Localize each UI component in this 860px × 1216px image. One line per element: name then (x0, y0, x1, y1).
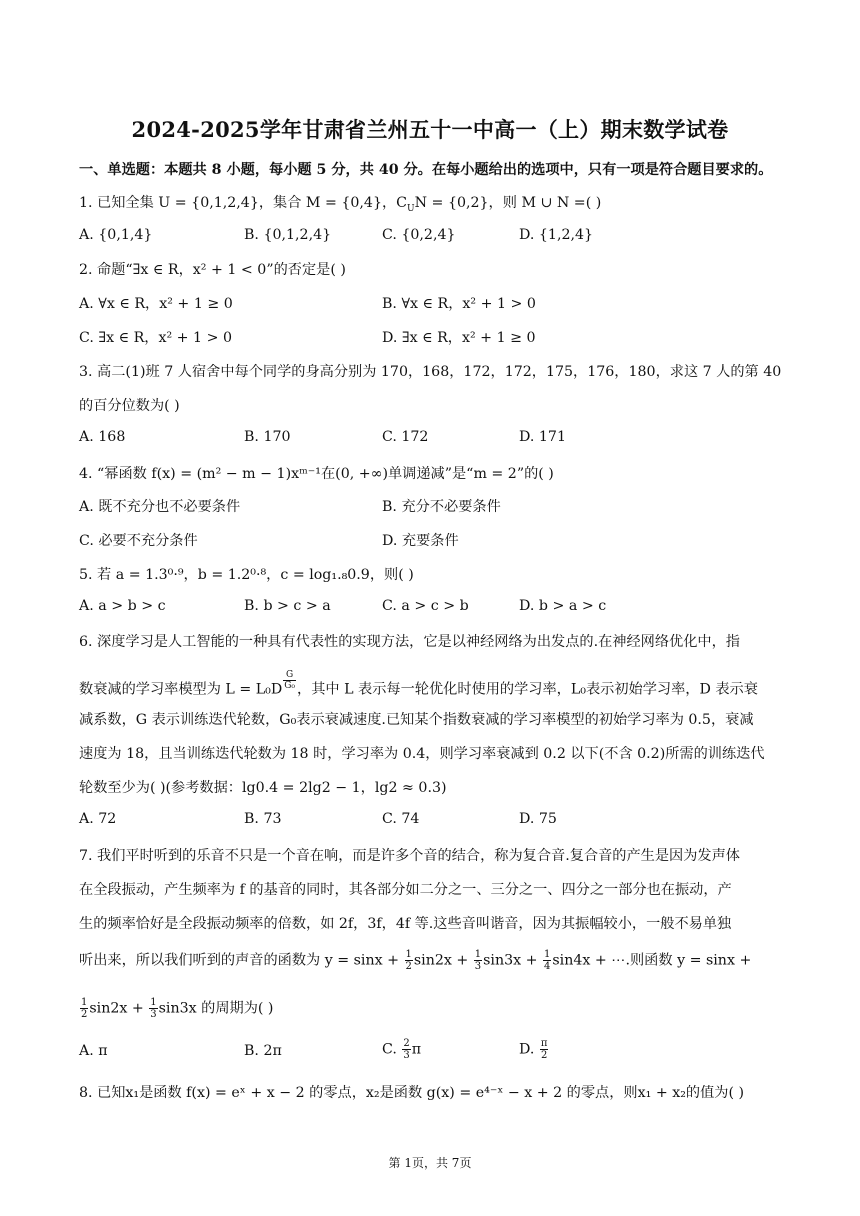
question-6-line-3: 减系数，G 表示训练迭代轮数，G₀表示衰减速度.已知某个指数衰减的学习率模型的初始学习率为 0.5，衰减 (79, 712, 754, 728)
q1-option-d[interactable]: D. {1,2,4} (519, 227, 594, 243)
fraction-pi-over-two: $\frac{\pi}{2}$ (540, 1038, 548, 1061)
q7-line5-post: sin3x 的周期为( ) (158, 1000, 274, 1017)
exam-title: 2024-2025学年甘肃省兰州五十一中高一（上）期末数学试卷 (131, 117, 729, 142)
section-heading: 一、单选题：本题共 8 小题，每小题 5 分，共 40 分。在每小题给出的选项中，只有一项是符合题目要求的。 (79, 162, 773, 178)
question-6-line-4: 速度为 18，且当训练迭代轮数为 18 时，学习率为 0.4，则学习率衰减到 0.2 以下(不含 0.2)所需的训练迭代 (79, 746, 765, 762)
q7-line5-sin2x: sin2x + (89, 1000, 149, 1017)
question-3-line-1: 3. 高二(1)班 7 人宿舍中每个同学的身高分别为 170，168，172，172，175，176，180，求这 7 人的第 40 (79, 364, 782, 380)
q2-option-c[interactable]: C. ∃x ∈ R，x² + 1 > 0 (79, 330, 233, 346)
fraction-one-half: $\frac{1}{2}$ (81, 997, 88, 1020)
q5-option-a[interactable]: A. a > b > c (79, 598, 166, 614)
q1-option-c[interactable]: C. {0,2,4} (382, 227, 456, 243)
fraction-one-third: $\frac{1}{3}$ (474, 949, 482, 972)
q3-option-a[interactable]: A. 168 (79, 429, 126, 445)
q5-option-b[interactable]: B. b > c > a (244, 598, 331, 614)
q4-option-c[interactable]: C. 必要不充分条件 (79, 533, 198, 549)
q7-term-sin2x: sin2x + (413, 952, 473, 969)
q6-option-c[interactable]: C. 74 (382, 811, 420, 827)
page-footer: 第 1页，共 7页 (388, 1156, 472, 1170)
q3-option-d[interactable]: D. 171 (519, 429, 566, 445)
question-7-line-4 (79, 949, 751, 972)
q6-exponent-fraction (283, 670, 296, 691)
q4-option-a[interactable]: A. 既不充分也不必要条件 (79, 499, 241, 515)
fraction-one-quarter: $\frac{1}{4}$ (544, 949, 551, 972)
question-7-line-3: 生的频率恰好是全段振动频率的倍数，如 2f，3f，4f 等.这些音叫谐音，因为其振幅较小，一般不易单独 (79, 916, 732, 932)
question-6-line-2 (79, 670, 758, 699)
question-5: 5. 若 a = 1.3⁰·⁹，b = 1.2⁰·⁸，c = log₁.₈0.9，则( ) (79, 567, 414, 583)
q6-exp-denominator: G₀ (284, 681, 296, 691)
q6-option-d[interactable]: D. 75 (519, 811, 557, 827)
q6-option-b[interactable]: B. 73 (244, 811, 282, 827)
fraction-one-third: $\frac{1}{3}$ (150, 997, 157, 1020)
question-2: 2. 命题“∃x ∈ R，x² + 1 < 0”的否定是( ) (79, 262, 346, 278)
q7-option-b[interactable]: B. 2π (244, 1043, 282, 1059)
question-6-line-1: 6. 深度学习是人工智能的一种具有代表性的实现方法，它是以神经网络为出发点的.在神经网络优化中，指 (79, 634, 740, 650)
q1-subscript: U (407, 203, 415, 214)
q6-formula-post: ，其中 L 表示每一轮优化时使用的学习率，L₀表示初始学习率，D 表示衰 (297, 681, 758, 698)
question-3-line-2: 的百分位数为( ) (79, 398, 180, 414)
q6-exp-numerator: G (283, 670, 296, 681)
question-4: 4. “幂函数 f(x) = (m² − m − 1)xᵐ⁻¹在(0, +∞)单调递减”是“m = 2”的( ) (79, 466, 554, 482)
q7-option-a[interactable]: A. π (79, 1043, 108, 1059)
question-7-line-1: 7. 我们平时听到的乐音不只是一个音在响，而是许多个音的结合，称为复合音.复合音的产生是因为发声体 (79, 848, 740, 864)
question-7-line-2: 在全段振动，产生频率为 f 的基音的同时，其各部分如二分之一、三分之一、四分之一部分也在振动，产 (79, 882, 732, 898)
fraction-one-half: $\frac{1}{2}$ (405, 949, 412, 972)
q4-option-b[interactable]: B. 充分不必要条件 (382, 499, 501, 515)
q3-option-b[interactable]: B. 170 (244, 429, 291, 445)
question-1 (79, 192, 601, 214)
q1-option-a[interactable]: A. {0,1,4} (79, 227, 153, 243)
q7-line4-post: sin4x + ⋯.则函数 y = sinx + (552, 952, 752, 969)
question-6-line-5: 轮数至少为( )(参考数据：lg0.4 = 2lg2 − 1，lg2 ≈ 0.3) (79, 780, 447, 796)
q5-option-c[interactable]: C. a > c > b (382, 598, 469, 614)
q7-option-c[interactable]: C. $\frac{2}{3}$ π (382, 1038, 422, 1061)
q6-option-a[interactable]: A. 72 (79, 811, 117, 827)
q7-term-sin3x: sin3x + (483, 952, 543, 969)
question-8: 8. 已知x₁是函数 f(x) = eˣ + x − 2 的零点，x₂是函数 g(x) = e⁴⁻ˣ − x + 2 的零点，则x₁ + x₂的值为( ) (79, 1085, 745, 1101)
q7-line4-pre: 听出来，所以我们听到的声音的函数为 y = sinx + (79, 952, 404, 969)
q1-option-b[interactable]: B. {0,1,2,4} (244, 227, 332, 243)
q6-formula-pre: 数衰减的学习率模型为 L = L₀D (79, 681, 283, 698)
q2-option-d[interactable]: D. ∃x ∈ R，x² + 1 ≥ 0 (382, 330, 536, 346)
q2-option-a[interactable]: A. ∀x ∈ R，x² + 1 ≥ 0 (79, 296, 233, 312)
q4-option-d[interactable]: D. 充要条件 (382, 533, 459, 549)
q3-option-c[interactable]: C. 172 (382, 429, 429, 445)
q1-stem: 1. 已知全集 U = {0,1,2,4}，集合 M = {0,4}，C (79, 195, 408, 211)
question-7-line-5 (79, 997, 273, 1020)
q5-option-d[interactable]: D. b > a > c (519, 598, 607, 614)
q2-option-b[interactable]: B. ∀x ∈ R，x² + 1 > 0 (382, 296, 536, 312)
q7-option-d[interactable]: D. $\frac{\pi}{2}$ (519, 1038, 548, 1061)
q1-stem-after: N = {0,2}，则 M ∪ N =( ) (414, 195, 602, 211)
fraction-two-thirds: $\frac{2}{3}$ (403, 1038, 410, 1061)
